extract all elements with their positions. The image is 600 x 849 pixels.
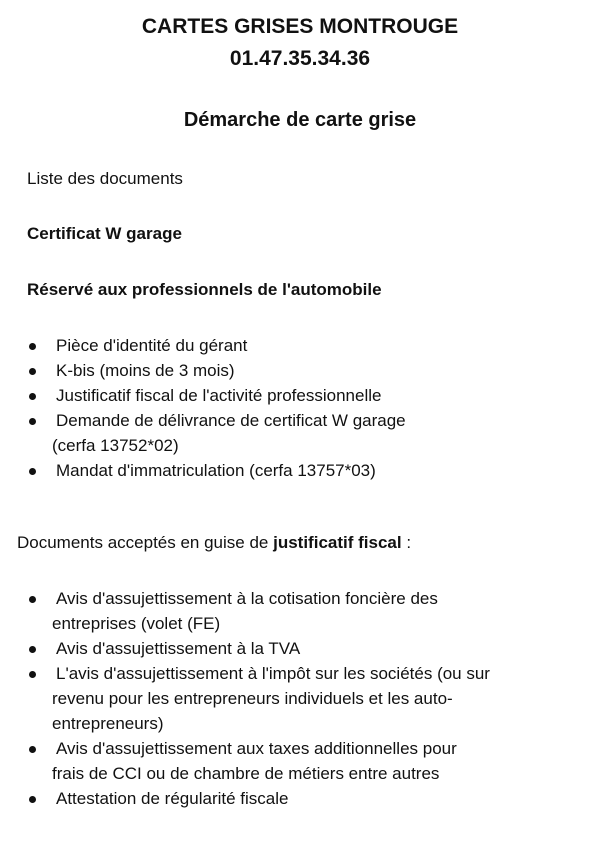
company-name: CARTES GRISES MONTROUGE	[141, 15, 459, 38]
list-item	[0, 636, 600, 661]
fiscal-intro-suffix: :	[401, 533, 412, 552]
list-item-text: Avis d'assujettissement à la TVA	[56, 639, 301, 658]
list-item-text: (cerfa 13752*02)	[52, 436, 179, 455]
list-item-text: Avis d'assujettissement à la cotisation foncière des	[56, 589, 438, 608]
list-item	[0, 586, 600, 636]
phone-number: 01.47.35.34.36	[229, 47, 371, 70]
bullet-icon	[29, 671, 36, 678]
list-item-text: L'avis d'assujettissement à l'impôt sur les sociétés (ou sur	[56, 664, 490, 683]
fiscal-emphasis: justificatif fiscal	[273, 533, 402, 552]
bullet-icon	[29, 796, 36, 803]
list-item	[0, 786, 600, 811]
list-item-text: Avis d'assujettissement aux taxes additionnelles pour	[56, 739, 457, 758]
documents-list	[0, 333, 600, 483]
bullet-icon	[29, 393, 36, 400]
document-title: Certificat W garage	[27, 224, 182, 243]
bullet-icon	[29, 368, 36, 375]
list-item	[0, 408, 600, 458]
page-title: Démarche de carte grise	[183, 109, 417, 131]
list-item-text: Attestation de régularité fiscale	[56, 789, 289, 808]
bullet-icon	[29, 746, 36, 753]
list-item-text: K-bis (moins de 3 mois)	[56, 361, 235, 380]
list-item-text: entreprises (volet (FE)	[52, 614, 221, 633]
list-item-text: Justificatif fiscal de l'activité professionnelle	[56, 386, 382, 405]
intro-text: Liste des documents	[27, 169, 183, 188]
list-item	[0, 333, 600, 358]
list-item-text: Pièce d'identité du gérant	[56, 336, 248, 355]
list-item-text: Demande de délivrance de certificat W garage	[56, 411, 406, 430]
list-item-text: revenu pour les entrepreneurs individuels et les auto-	[52, 689, 453, 708]
list-item	[0, 458, 600, 483]
list-item-text: frais de CCI ou de chambre de métiers entre autres	[52, 764, 440, 783]
fiscal-intro	[17, 531, 411, 555]
list-item	[0, 383, 600, 408]
fiscal-documents-list	[0, 586, 600, 811]
bullet-icon	[29, 596, 36, 603]
bullet-icon	[29, 343, 36, 350]
reserved-notice: Réservé aux professionnels de l'automobile	[27, 280, 382, 299]
list-item	[0, 661, 600, 736]
list-item	[0, 736, 600, 786]
bullet-icon	[29, 468, 36, 475]
list-item-text: Mandat d'immatriculation (cerfa 13757*03)	[56, 461, 376, 480]
fiscal-intro-prefix: Documents acceptés en guise de	[17, 533, 274, 552]
list-item-text: entrepreneurs)	[52, 714, 164, 733]
bullet-icon	[29, 418, 36, 425]
list-item	[0, 358, 600, 383]
bullet-icon	[29, 646, 36, 653]
